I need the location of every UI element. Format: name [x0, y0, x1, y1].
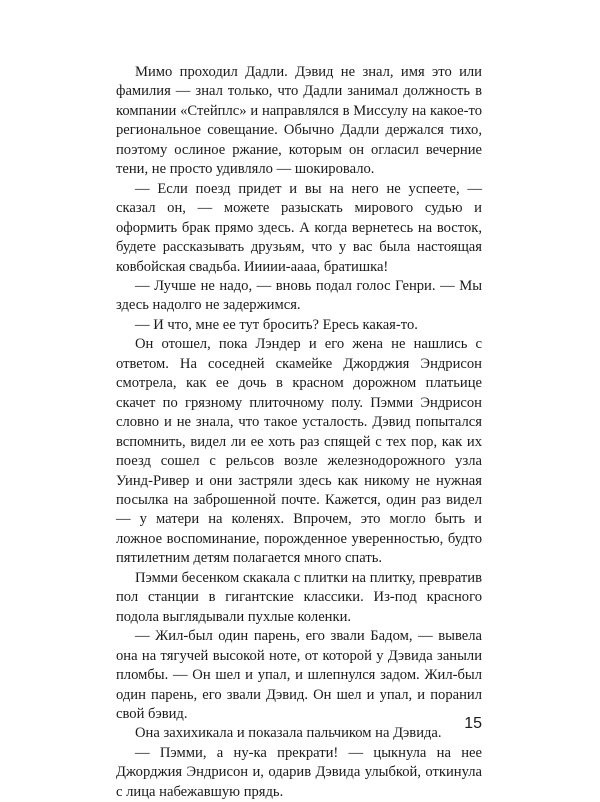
paragraph: — Если поезд придет и вы на него не успеете, — сказал он, — можете разыскать мирового судью и оформить брак прямо здесь. А когда вернетесь на восток, будете рассказывать друзьям, что у вас была настоящая ковбойская свадьба. Иииии-аааа, братишка! — [116, 180, 482, 275]
page-number: 15 — [464, 715, 482, 732]
paragraph: Она захихикала и показала пальчиком на Дэвида. — [135, 725, 442, 742]
paragraph: Он отошел, пока Лэндер и его жена не нашлись с ответом. На соседней скамейке Джорджия Эндрисон смотрела, как ее дочь в красном дорожном платьице скачет по грязному плиточному полу. Пэмми Эндрисон словно и не знала, что такое усталость. Дэвид попытался вспомнить, видел ли ее хоть раз спящей с тех пор, как их поезд сошел с рельсов возле железнодорожного узла Уинд-Ривер и они застряли здесь как никому не нужная посылка на заброшенной почте. Кажется, один раз видел — у матери на коленях. Впрочем, это могло быть и ложное воспоминание, порожденное уверенностью, будто пятилетним детям полагается много спать. — [116, 336, 482, 567]
paragraph: — Жил-был один парень, его звали Бадом, — вывела она на тягучей высокой ноте, от которой у Дэвида заныли пломбы. — Он шел и упал, и шлепнулся задом. Жил-был один парень, его звали Дэвид. Он шел и упал, и поранил свой бэвид. — [116, 628, 482, 722]
paragraph: Мимо проходил Дадли. Дэвид не знал, имя это или фамилия — знал только, что Дадли занимал должность в компании «Стейплс» и направлялся в Миссулу на какое-то региональное совещание. Обычно Дадли держался тихо, поэтому ослиное ржание, которым он огласил вечерние тени, не просто удивляло — шокировало. — [116, 64, 482, 178]
body-text — [116, 63, 482, 802]
paragraph: — И что, мне ее тут бросить? Ересь какая-то. — [135, 316, 418, 333]
paragraph: Пэмми бесенком скакала с плитки на плитку, превратив пол станции в гигантские классики. Из-под красного подола выглядывали пухлые коленки. — [116, 569, 482, 625]
paragraph: — Лучше не надо, — вновь подал голос Генри. — Мы здесь надолго не задержимся. — [116, 277, 482, 314]
paragraph: — Пэмми, а ну-ка прекрати! — цыкнула на нее Джорджия Эндрисон и, одарив Дэвида улыбкой, откинула с лица набежавшую прядь. — [116, 744, 482, 800]
